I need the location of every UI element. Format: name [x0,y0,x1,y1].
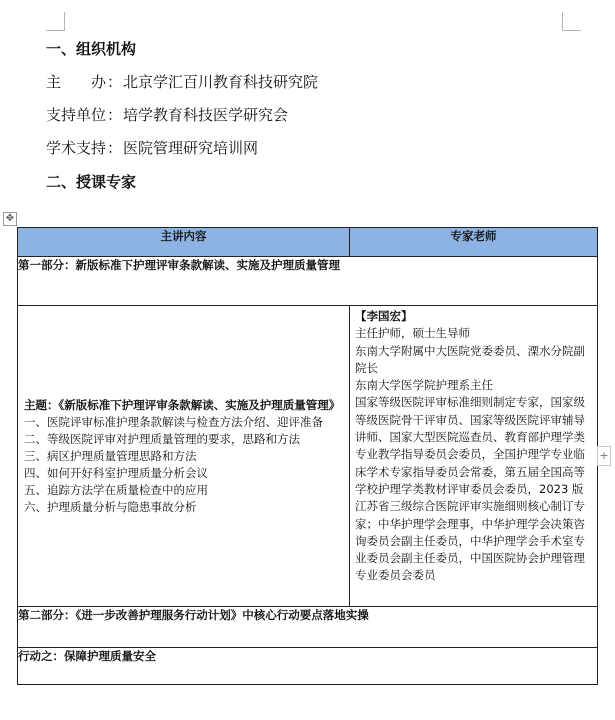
organizer-value: 培学教育科技医学研究会 [123,106,289,124]
expert-name: 【李国宏】 [355,309,413,323]
table-header-row [18,228,598,257]
table-add-column-icon[interactable]: + [597,446,611,466]
table-move-handle-icon[interactable]: ✥ [3,212,17,226]
organizer-value: 医院管理研究培训网 [123,139,259,157]
table-row-part1 [18,257,598,306]
topic-item: 四、如何开好科室护理质量分析会议 [24,465,208,480]
header-expert: 专家老师 [350,228,598,257]
header-content: 主讲内容 [18,228,350,257]
topic-list [24,414,344,516]
organizer-label: 主 办 [46,73,107,91]
organizer-row-academic: 学术支持：医院管理研究培训网 [46,139,259,157]
expert-bio-line: 主任护师，硕士生导师 [355,326,470,341]
topic-item: 一、医院评审标准护理条款解读与检查方法介绍、迎评准备 [24,414,323,429]
organizer-row-support: 支持单位：培学教育科技医学研究会 [46,106,289,124]
organizer-label: 支持单位 [46,106,107,124]
page-corner-mark-right [562,12,581,31]
table-row-main [18,306,598,607]
topic-item: 三、病区护理质量管理思路和方法 [24,448,197,463]
expert-bio-line: 东南大学医学院护理系主任 [355,378,493,393]
organizer-label: 学术支持 [46,139,107,157]
part2-title: 第二部分：《进一步改善护理服务行动计划》中核心行动要点落地实操 [18,607,598,648]
table-row-action [18,648,598,685]
topic-title: 主题：《新版标准下护理评审条款解读、实施及护理质量管理》 [24,397,341,412]
expert-bio-line: 国家等级医院评审标准细则制定专家，国家级等级医院骨干评审员、国家等级医院评审辅导讲师、国家大型医院巡查员、教育部护理学类专业教学指导委员会委员，全国护理学专业临床学术专家指导委员会常委，第五届全国高等学校护理学类教材评审委员会委员，2023 版江苏省三级综合医院评审实施细则核心制订专家；中华护理学会理事，中华护理学会决策咨询委员会副主任委员，中华护理学会手术室专业委员会副主任委员，中国医院协会护理管理专业委员会委员 [355,395,585,583]
topic-cell [18,306,350,607]
section-title-experts: 二、授课专家 [46,173,137,191]
topic-item: 六、护理质量分析与隐患事故分析 [24,499,197,514]
course-table [17,227,598,685]
organizer-value: 北京学汇百川教育科技研究院 [123,73,319,91]
action-title: 行动之：保障护理质量安全 [18,648,598,685]
organizer-row-host: 主 办：北京学汇百川教育科技研究院 [46,73,319,91]
section-title-organization: 一、组织机构 [46,40,137,58]
part1-title: 第一部分：新版标准下护理评审条款解读、实施及护理质量管理 [18,257,598,306]
expert-cell [350,306,598,607]
topic-item: 五、追踪方法学在质量检查中的应用 [24,482,208,497]
page-corner-mark-left [46,12,65,31]
topic-item: 二、等级医院评审对护理质量管理的要求，思路和方法 [24,431,300,446]
table-row-part2 [18,607,598,648]
expert-bio-line: 东南大学附属中大医院党委委员、溧水分院副院长 [355,343,585,375]
